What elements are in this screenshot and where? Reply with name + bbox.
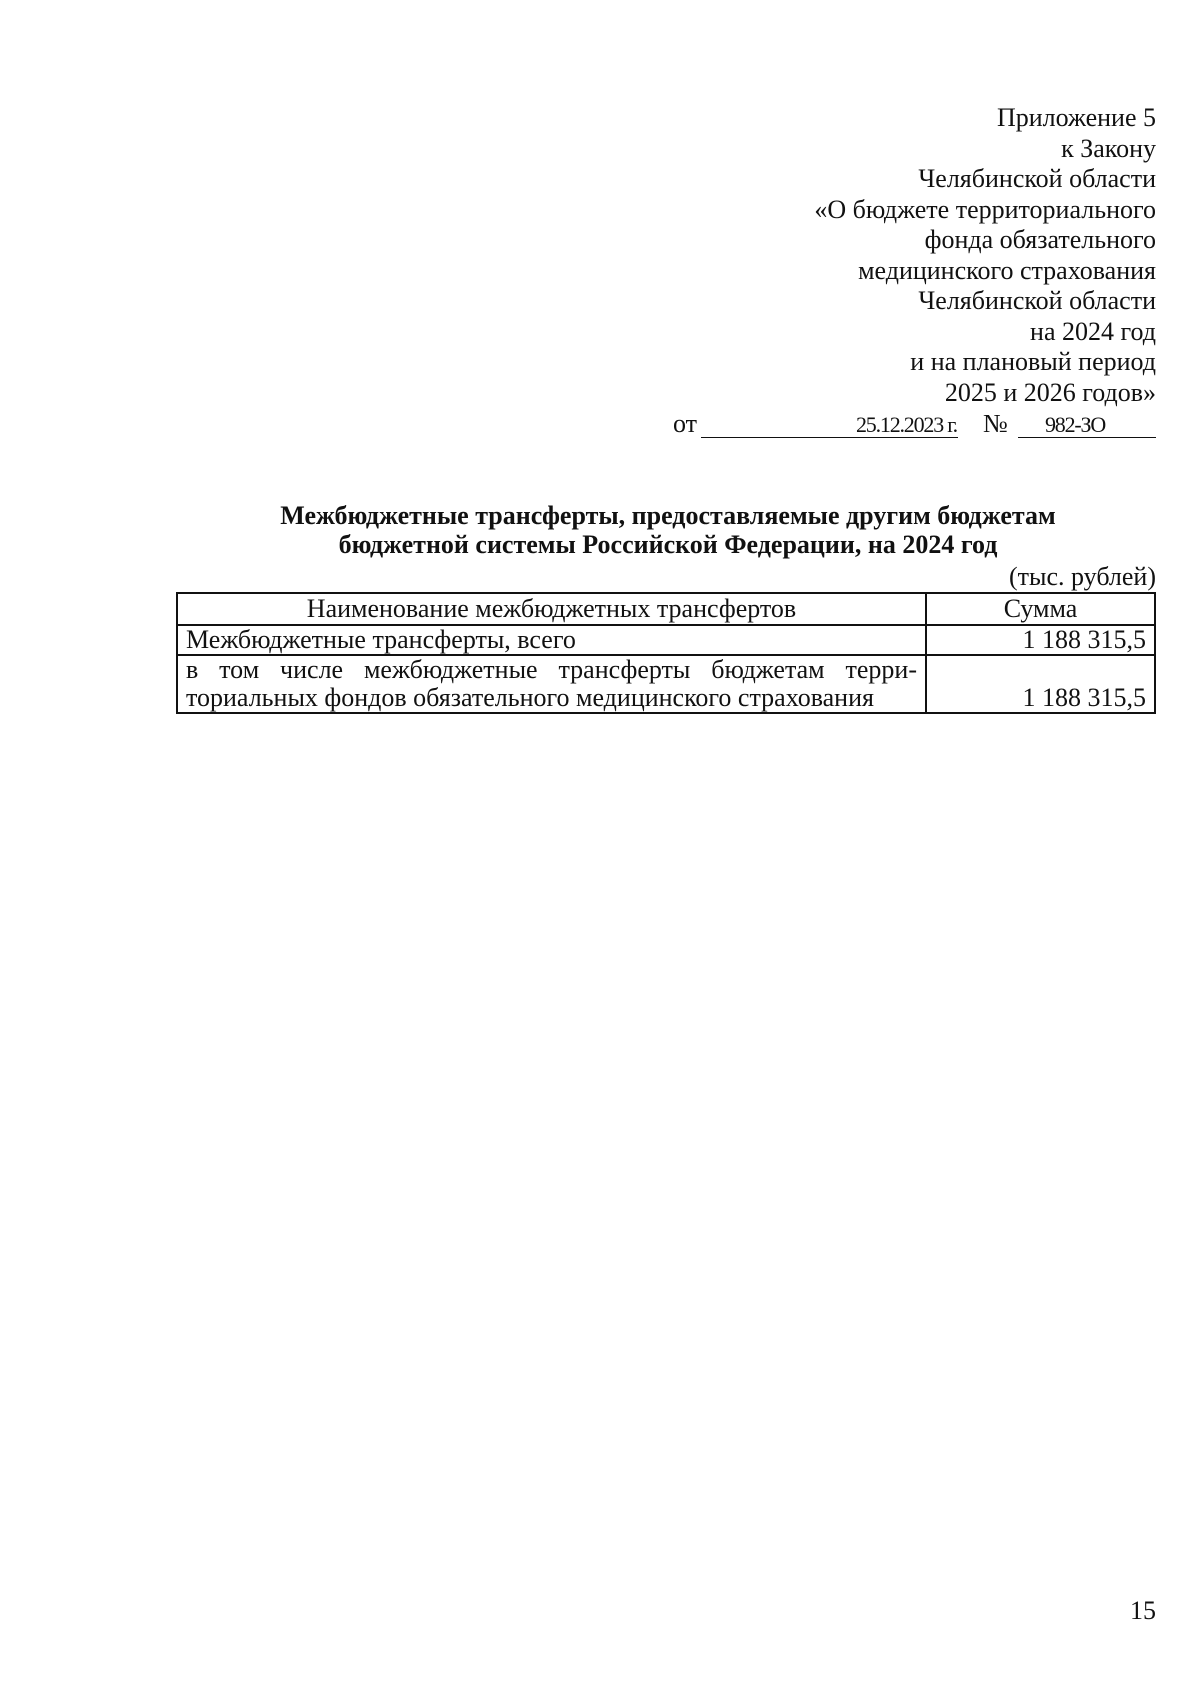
table-header-row xyxy=(177,593,1155,625)
from-label: от xyxy=(673,409,698,438)
header-name: Наименование межбюджетных трансфертов xyxy=(177,593,926,625)
row-name-line-2: ториальных фондов обязательного медицинского страхования xyxy=(186,683,874,712)
appendix-line: и на плановый период xyxy=(910,347,1156,376)
title-line-1: Межбюджетные трансферты, предоставляемые другим бюджетам xyxy=(280,501,1056,530)
row-amount: 1 188 315,5 xyxy=(926,655,1155,713)
law-date-number xyxy=(673,409,1156,441)
appendix-header xyxy=(596,103,1156,408)
table-row xyxy=(177,655,1155,713)
row-name-line-1: в том числе межбюджетные трансферты бюджетам терри- xyxy=(186,655,917,684)
law-number: 982-ЗО xyxy=(1045,412,1106,437)
document-title xyxy=(178,501,1158,559)
appendix-line: к Закону xyxy=(1061,133,1156,163)
row-name xyxy=(177,625,926,655)
row-amount: 1 188 315,5 xyxy=(926,625,1155,655)
row-name-text: Межбюджетные трансферты, всего xyxy=(186,625,576,654)
transfers-table xyxy=(176,592,1156,714)
units-note: (тыс. рублей) xyxy=(1008,562,1156,591)
header-amount: Сумма xyxy=(926,593,1155,625)
appendix-line: медицинского страхования xyxy=(858,255,1156,285)
row-name xyxy=(177,655,926,713)
appendix-line: Челябинской области xyxy=(918,164,1156,193)
title-line-2: бюджетной системы Российской Федерации, на 2024 год xyxy=(338,530,998,559)
appendix-line: Челябинской области xyxy=(918,286,1156,315)
appendix-line: фонда обязательного xyxy=(924,225,1156,254)
number-label: № xyxy=(983,409,1008,438)
law-date: 25.12.2023 г. xyxy=(856,412,957,437)
appendix-line: 2025 и 2026 годов» xyxy=(944,377,1156,407)
table-row xyxy=(177,625,1155,655)
appendix-line: на 2024 год xyxy=(1030,316,1156,346)
page-number: 15 xyxy=(1130,1596,1156,1625)
appendix-line: Приложение 5 xyxy=(996,103,1156,132)
appendix-line: «О бюджете территориального xyxy=(814,194,1156,224)
